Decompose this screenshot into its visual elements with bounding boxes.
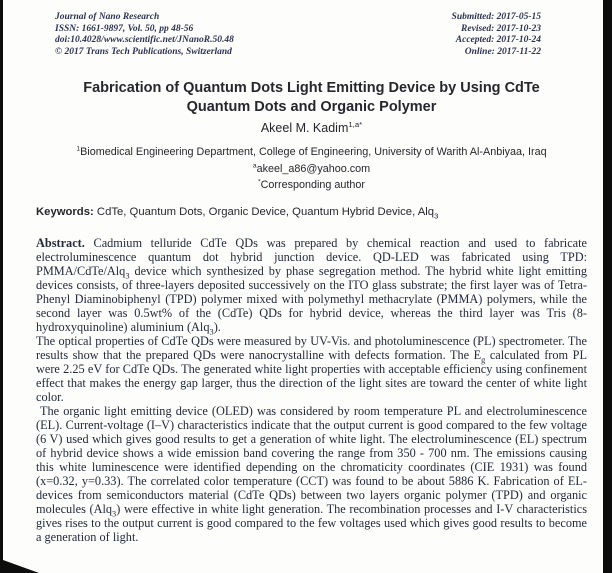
journal-header — [36, 12, 587, 58]
abstract-section — [36, 236, 587, 544]
corresponding-author-line — [36, 179, 587, 192]
keywords-subscript: 3 — [434, 211, 439, 221]
abstract-text: Cadmium telluride CdTe QDs was prepared by chemical reaction and used to fabricate electroluminescence quantum dot hybrid junction device. QD-LED was fabricated using TPD: PMMA/CdTe/Alq — [36, 236, 587, 278]
subscript: g — [481, 355, 486, 365]
paper-title: Fabrication of Quantum Dots Light Emitting Device by Using CdTe Quantum Dots and Organic Polymer — [83, 80, 540, 115]
abstract-paragraph-2 — [36, 334, 587, 404]
accepted-date: Accepted: 2017-10-24 — [455, 35, 541, 45]
affiliation-line — [36, 146, 587, 159]
submission-dates-block — [452, 12, 541, 58]
journal-name: Journal of Nano Research — [55, 12, 160, 22]
email-text: akeel_a86@yahoo.com — [256, 163, 371, 175]
corresponding-superscript: * — [257, 178, 261, 186]
author-name: Akeel M. Kadim — [260, 121, 349, 135]
affiliation-text: Biomedical Engineering Department, College of Engineering, University of Warith Al-Anbiyaa, Iraq — [80, 146, 547, 158]
keywords-text: CdTe, Quantum Dots, Organic Device, Quantum Hybrid Device, Alq — [96, 206, 435, 218]
abstract-text: The organic light emitting device (OLED) was considered by room temperature PL and electroluminescence (EL). Current-voltage (I–V) characteristics indicate that the output current is good compared to the few voltage (6 V) used which gives good results to get a generation of white light. The electroluminescence (EL) spectrum of hybrid device shows a wide emission band covering the range from 350 - 700 nm. The emissions causing this white luminescence were identified depending on the chromaticity coordinates (CIE 1931) was found (x=0.32, y=0.33). The correlated color temperature (CCT) was found to be about 5886 K. Fabrication of EL-devices from semiconductors material (CdTe QDs) between two layers organic polymer (TPD) and organic molecules (Alq — [36, 404, 587, 516]
keywords-label: Keywords: — [36, 206, 94, 218]
subscript: 3 — [209, 327, 214, 337]
revised-date: Revised: 2017-10-23 — [461, 23, 541, 34]
abstract-text: ) were effective in white light generation. The recombination processes and I-V characteristics gives rises to the output current is good compared to the few voltages used which gives good results to become a generation of light. — [36, 502, 587, 544]
paper-page — [3, 0, 603, 573]
affiliation-superscript: 1 — [76, 145, 81, 153]
journal-issn-volume: ISSN: 1661-9897, Vol. 50, pp 48-56 — [55, 23, 194, 34]
abstract-paragraph-3 — [36, 404, 587, 544]
keywords-line — [36, 205, 587, 219]
abstract-text: calculated from PL were 2.25 eV for CdTe QDs. The generated white light properties with acceptable efficiency using confinement effect that makes the energy gap larger, thus the direction of the light sites are toward the center of white light color. — [36, 348, 587, 404]
email-line — [36, 163, 587, 176]
abstract-text: The optical properties of CdTe QDs were measured by UV-Vis. and photoluminescence (PL) spectrometer. The results show that the prepared QDs were nanocrystalline with defects formation. The E — [36, 334, 587, 362]
subscript: 3 — [125, 271, 130, 281]
author-superscript: 1,a* — [348, 119, 363, 129]
corresponding-text: Corresponding author — [260, 179, 366, 191]
journal-doi: doi:10.4028/www.scientific.net/JNanoR.50.48 — [55, 35, 234, 45]
abstract-label: Abstract. — [36, 236, 85, 250]
subscript: 3 — [112, 509, 117, 519]
journal-copyright: © 2017 Trans Tech Publications, Switzerland — [55, 46, 232, 57]
email-superscript: a — [252, 162, 257, 170]
abstract-text: device which synthesized by phase segregation method. The hybrid white light emitting devices consists, of three-layers deposited successively on the ITO glass substrate; the first layer was of Tetra-Phenyl Diaminobiphenyl (TPD) polymer mixed with polymethyl methacrylate (PMMA) polymers, while the second layer was 0.5wt% of the (CdTe) QDs for hybrid device, whereas the third layer was Tris (8-hydroxyquinoline) aluminium (Alq — [36, 264, 587, 334]
submitted-date: Submitted: 2017-05-15 — [451, 12, 541, 22]
journal-info-block — [55, 12, 234, 58]
author-line — [36, 121, 587, 136]
abstract-text: ). — [213, 320, 221, 334]
online-date: Online: 2017-11-22 — [464, 46, 541, 57]
abstract-paragraph-1 — [36, 236, 587, 337]
